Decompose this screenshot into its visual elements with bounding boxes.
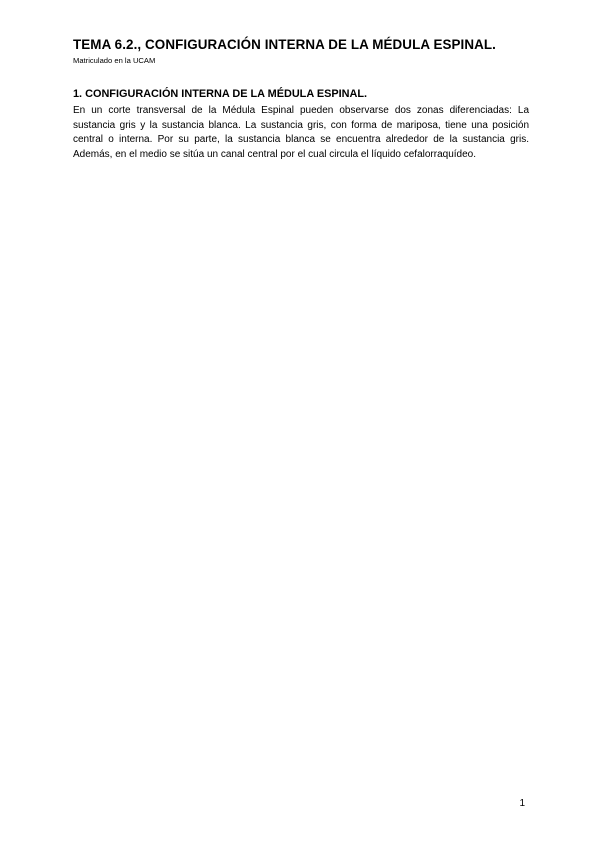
document-title: TEMA 6.2., CONFIGURACIÓN INTERNA DE LA MÉDULA ESPINAL.	[73, 37, 496, 52]
document-subtitle: Matriculado en la UCAM	[73, 56, 156, 65]
body-paragraph: En un corte transversal de la Médula Espinal pueden observarse dos zonas diferenciadas: La sustancia gris y la sustancia blanca. La sustancia gris, con forma de mariposa, tiene una posición central o interna. Por su parte, la sustancia blanca se encuentra alrededor de la sustancia gris. Además, en el medio se sitúa un canal central por el cual circula el líquido cefalorraquídeo.	[73, 105, 529, 160]
section-heading: 1. CONFIGURACIÓN INTERNA DE LA MÉDULA ESPINAL.	[73, 88, 368, 100]
page-number: 1	[519, 798, 525, 809]
